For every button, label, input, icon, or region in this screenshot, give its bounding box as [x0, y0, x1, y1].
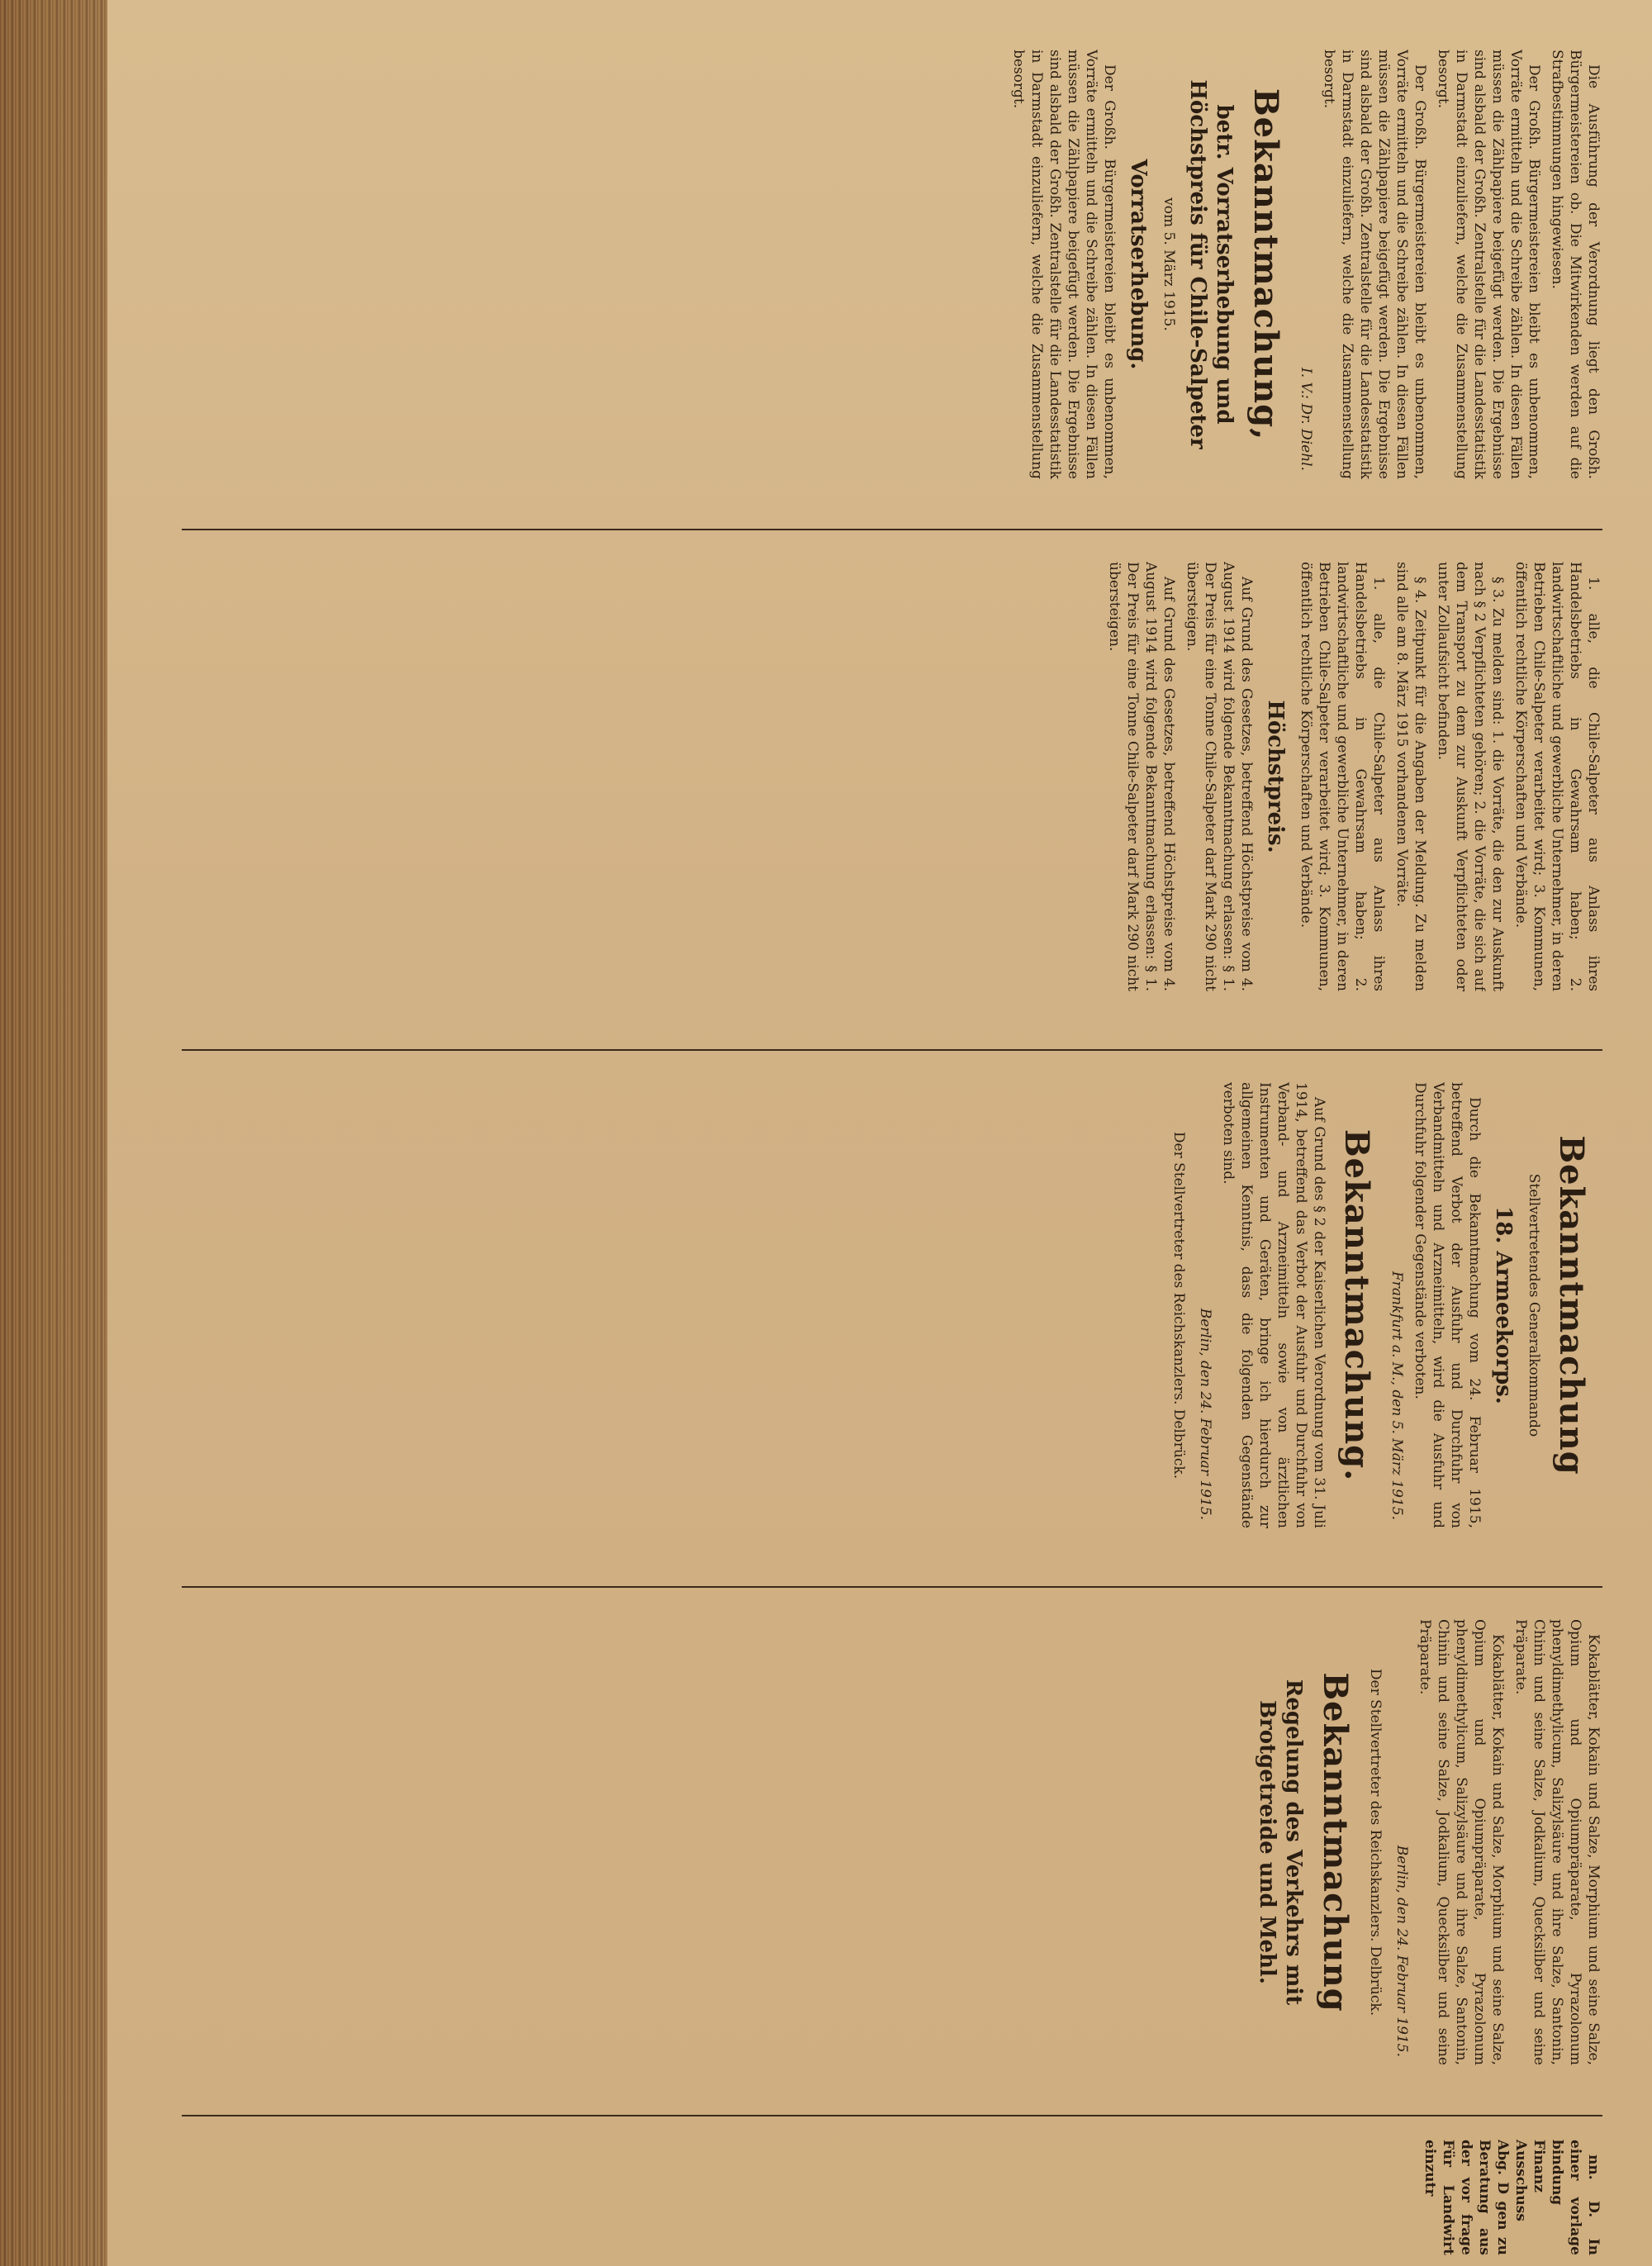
col2-s3: § 3. Zu melden sind: 1. die Vorräte, die den zur Auskunft nach § 2 Verpflichteten gehören; 2. die Vorräte, die sich auf dem Transport zu dem zur Auskunft Verpflichteten oder unter Zollaufsicht befinden.: [1435, 562, 1506, 991]
col1-section: Vorratserhebung.: [1126, 159, 1151, 370]
col2-text: 1. alle, die Chile-Salpeter aus Anlass ihres Handelsbetriebs in Gewahrsam haben; 2. landwirtschaftliche und gewerbliche Unternehmer, in deren Betrieben Chile-Salpeter verarbeitet wird; 3. Kommunen, öffentlich rechtliche Körperschaften und Verbände.: [1512, 562, 1602, 991]
col4-heading: Bekanntmachung: [1316, 1672, 1355, 2012]
col4-signature-2: Der Stellvertreter des Reichskanzlers. Delbrück.: [1367, 1668, 1384, 2017]
column-3: [157, 1082, 1602, 1528]
column-2: [157, 562, 1602, 991]
col3-body-2: Auf Grund des § 2 der Kaiserlichen Verordnung vom 31. Juli 1914, betreffend das Verbot der Ausfuhr und Durchfuhr von Verband- und Arzneimitteln sowie von ärztlichen Instrumenten und Geräten, bringe ich hierdurch zur allgemeinen Kenntnis, dass die folgenden Gegenstände verboten sind.: [1220, 1082, 1327, 1528]
col2-heading: Höchstpreis.: [1263, 700, 1288, 853]
col4-text: Kokablätter, Kokain und Salze, Morphium und seine Salze, Opium und Opiumpräparate, Pyrazolonum phenyldimethylicum, Salizylsäure und ihre Salze, Santonin, Chinin und seine Salze, Jodkalium, Quecksilber und seine Präparate.: [1512, 1619, 1602, 2065]
col3-heading-2: Bekanntmachung.: [1337, 1128, 1376, 1482]
col1-subheading: betr. Vorratserhebung und Höchstpreis für Chile-Salpeter: [1185, 79, 1237, 449]
col1-intro: Die Ausführung der Verordnung liegt den Großh. Bürgermeistereien ob. Die Mitwirkenden werden auf die Strafbestimmungen hingewiesen.: [1549, 50, 1602, 479]
col3-signature-3: Der Stellvertreter des Reichskanzlers. Delbrück.: [1170, 1131, 1187, 1480]
col4-text-2: Kokablätter, Kokain und Salze, Morphium und seine Salze, Opium und Opiumpräparate, Pyrazolonum phenyldimethylicum, Salizylsäure und ihre Salze, Santonin, Chinin und seine Salze, Jodkalium, Quecksilber und seine Präparate.: [1417, 1619, 1506, 2065]
column-rule-3: [182, 1586, 1602, 1588]
col4-subheading: Regelung des Verkehrs mit Brotgetreide und Mehl.: [1255, 1679, 1306, 2006]
book-spine: [0, 0, 107, 2266]
column-1: [157, 50, 1602, 479]
col3-pre: Stellvertretendes Generalkommando: [1526, 1173, 1542, 1437]
column-rule-1: [182, 529, 1602, 530]
column-4: [157, 1619, 1602, 2065]
rotated-content: [107, 0, 1652, 2266]
col3-signature: Frankfurt a. M., den 5. März 1915.: [1389, 1271, 1405, 1520]
col5-text: nn. D. In einer vorlage bindung Finanz Ausschuss Abg. D gen zu Beratung aus der vor frage Für Landwirt einzutr: [1422, 2140, 1602, 2255]
col3-heading: Bekanntmachung: [1552, 1135, 1591, 1475]
col2-s4: § 4. Zeitpunkt für die Angaben der Meldung. Zu melden sind alle am 8. März 1915 vorhandenen Vorräte.: [1393, 562, 1428, 991]
column-rule-4: [182, 2115, 1602, 2116]
col2-text-2: 1. alle, die Chile-Salpeter aus Anlass ihres Handelsbetriebs in Gewahrsam haben; 2. landwirtschaftliche und gewerbliche Unternehmer, in deren Betrieben Chile-Salpeter verarbeitet wird; 3. Kommunen, öffentlich rechtliche Körperschaften und Verbände.: [1298, 562, 1387, 991]
column-rule-2: [182, 1049, 1602, 1051]
col4-signature: Berlin, den 24. Februar 1915.: [1393, 1845, 1410, 2057]
col1-date: vom 5. März 1915.: [1161, 197, 1177, 331]
col1-body: Der Großh. Bürgermeistereien bleibt es unbenommen, Vorräte ermitteln und die Schreibe zählen. In diesen Fällen müssen die Zählpapiere beigefügt werden. Die Ergebnisse sind alsbald der Großh. Zentralstelle für die Landesstatistik in Darmstadt einzuliefern, welche die Zusammenstellung besorgt.: [1435, 50, 1542, 479]
col1-heading: Bekanntmachung,: [1246, 88, 1285, 441]
col3-subheading: 18. Armeekorps.: [1491, 1206, 1516, 1404]
col1-signature: I. V.: Dr. Diehl.: [1298, 368, 1314, 471]
col3-body: Durch die Bekanntmachung vom 24. Februar 1915, betreffend Verbot der Ausfuhr und Durchfuhr von Verbandmitteln und Arzneimitteln, wird die Ausfuhr und Durchfuhr folgender Gegenstände verboten.: [1412, 1082, 1483, 1528]
col1-body-repeat: Der Großh. Bürgermeistereien bleibt es unbenommen, Vorräte ermitteln und die Schreibe zählen. In diesen Fällen müssen die Zählpapiere beigefügt werden. Die Ergebnisse sind alsbald der Großh. Zentralstelle für die Landesstatistik in Darmstadt einzuliefern, welche die Zusammenstellung besorgt.: [1321, 50, 1428, 479]
col3-signature-2: Berlin, den 24. Februar 1915.: [1197, 1308, 1213, 1520]
column-5: [157, 2140, 1602, 2255]
col2-body: Auf Grund des Gesetzes, betreffend Höchstpreise vom 4. August 1914 wird folgende Bekanntmachung erlassen: § 1. Der Preis für eine Tonne Chile-Salpeter darf Mark 290 nicht übersteigen.: [1184, 562, 1255, 991]
col2-body-2: Auf Grund des Gesetzes, betreffend Höchstpreise vom 4. August 1914 wird folgende Bekanntmachung erlassen: § 1. Der Preis für eine Tonne Chile-Salpeter darf Mark 290 nicht übersteigen.: [1106, 562, 1177, 991]
col1-body-2: Der Großh. Bürgermeistereien bleibt es unbenommen, Vorräte ermitteln und die Schreibe zählen. In diesen Fällen müssen die Zählpapiere beigefügt werden. Die Ergebnisse sind alsbald der Großh. Zentralstelle für die Landesstatistik in Darmstadt einzuliefern, welche die Zusammenstellung besorgt.: [1010, 50, 1118, 479]
newspaper-page: [107, 0, 1652, 2266]
